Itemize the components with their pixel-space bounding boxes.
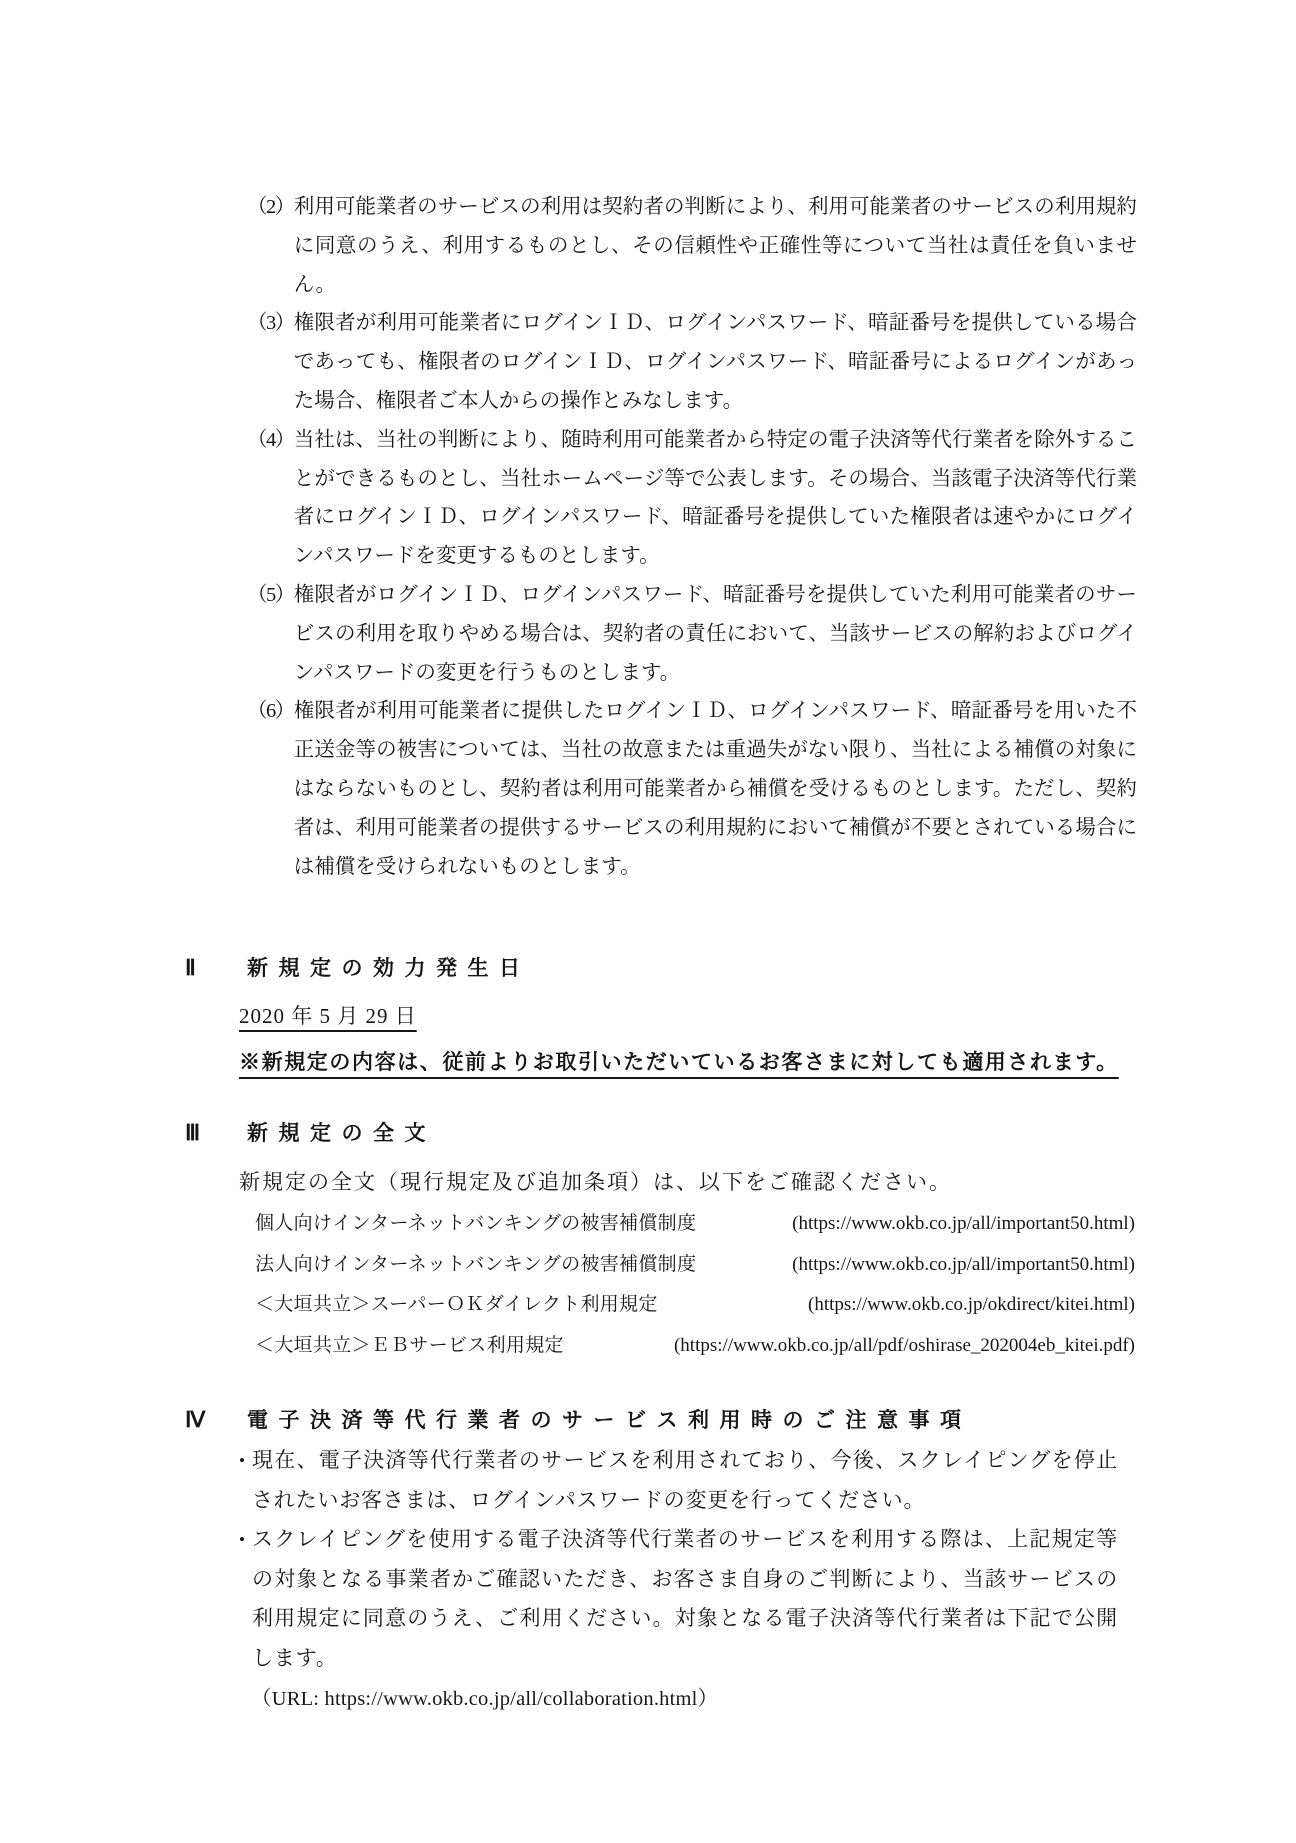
numbered-clause [247, 304, 1137, 420]
full-text-intro: 新規定の全文（現行規定及び追加条項）は、以下をご確認ください。 [239, 1170, 952, 1195]
bullet-icon: • [239, 1530, 245, 1550]
section-effective-date [185, 948, 1137, 1085]
section-numeral: Ⅳ [185, 1407, 206, 1433]
regulation-name: ＜大垣共立＞スーパーＯＫダイレクト利用規定 [255, 1294, 658, 1316]
caution-bullet-list [239, 1441, 1137, 1678]
numbered-clause [247, 188, 1137, 304]
regulation-url: (https://www.okb.co.jp/all/important50.html) [792, 1253, 1135, 1275]
clause-number: （5） [247, 583, 294, 606]
numbered-clause [247, 421, 1137, 576]
clause-text: 権限者がログインＩＤ、ログインパスワード、暗証番号を提供していた利用可能業者のサービスの利用を取りやめる場合は、契約者の責任において、当該サービスの解約およびログインパスワードの変更を行うものとします。 [293, 583, 1137, 684]
bullet-icon: • [239, 1451, 245, 1471]
regulation-name: ＜大垣共立＞ＥＢサービス利用規定 [255, 1334, 564, 1356]
numbered-clause [247, 692, 1137, 886]
section-title: 電子決済等代行業者のサービス利用時のご注意事項 [247, 1409, 972, 1433]
section-title: 新規定の全文 [247, 1122, 436, 1146]
section-full-text [185, 1113, 1137, 1366]
section-heading [185, 1113, 1137, 1154]
bullet-text: 現在、電子決済等代行業者のサービスを利用されており、今後、スクレイピングを停止されたいお客さまは、ログインパスワードの変更を行ってください。 [252, 1448, 1118, 1512]
numbered-clause-list [247, 188, 1137, 886]
application-note: ※新規定の内容は、従前よりお取引いただいているお客さまに対しても適用されます。 [239, 1050, 1119, 1075]
regulation-url: (https://www.okb.co.jp/all/important50.html) [792, 1213, 1135, 1235]
bullet-text: スクレイピングを使用する電子決済等代行業者のサービスを利用する際は、上記規定等の対象となる事業者かご確認いただき、お客さま自身のご判断により、当該サービスの利用規定に同意のうえ、ご利用ください。対象となる電子決済等代行業者は下記で公開します。 [252, 1527, 1118, 1670]
regulation-link-row [255, 1326, 1135, 1367]
regulation-url: (https://www.okb.co.jp/all/pdf/oshirase_202004eb_kitei.pdf) [673, 1334, 1135, 1356]
section-body [239, 1441, 1137, 1718]
section-heading [185, 1400, 1137, 1441]
section-numeral: Ⅱ [185, 955, 196, 981]
caution-bullet [239, 1520, 1137, 1678]
regulation-link-row [255, 1285, 1135, 1326]
numbered-clause [247, 576, 1137, 692]
clause-text: 権限者が利用可能業者にログインＩＤ、ログインパスワード、暗証番号を提供している場合であっても、権限者のログインＩＤ、ログインパスワード、暗証番号によるログインがあった場合、権限者ご本人からの操作とみなします。 [293, 312, 1137, 412]
document-content [185, 188, 1137, 1718]
regulation-link-row [255, 1245, 1135, 1286]
clause-text: 権限者が利用可能業者に提供したログインＩＤ、ログインパスワード、暗証番号を用いた不正送金等の被害については、当社の故意または重過失がない限り、当社による補償の対象にはならないものとし、契約者は利用可能業者から補償を受けるものとします。ただし、契約者は、利用可能業者の提供するサービスの利用規約において補償が不要とされている場合には補償を受けられないものとします。 [293, 700, 1137, 878]
section-caution [185, 1400, 1137, 1718]
section-body [239, 993, 1137, 1085]
clause-number: （2） [247, 196, 294, 218]
regulation-url: (https://www.okb.co.jp/okdirect/kitei.html) [808, 1294, 1135, 1316]
caution-bullet [239, 1441, 1137, 1520]
section-title: 新規定の効力発生日 [247, 957, 531, 981]
clause-text: 当社は、当社の判断により、随時利用可能業者から特定の電子決済等代行業者を除外することができるものとし、当社ホームページ等で公表します。その場合、当該電子決済等代行業者にログインＩＤ、ログインパスワード、暗証番号を提供していた権限者は速やかにログインパスワードを変更するものとします。 [293, 428, 1137, 568]
regulation-link-list [255, 1204, 1135, 1366]
clause-number: （3） [247, 312, 294, 335]
section-numeral: Ⅲ [185, 1120, 201, 1146]
regulation-link-row [255, 1204, 1135, 1245]
clause-number: （6） [247, 700, 294, 723]
clause-text: 利用可能業者のサービスの利用は契約者の判断により、利用可能業者のサービスの利用規約に同意のうえ、利用するものとし、その信頼性や正確性等について当社は責任を負いません。 [293, 196, 1137, 296]
clause-number: （4） [247, 428, 294, 451]
effective-date-text: 2020 年 5 月 29 日 [239, 1004, 417, 1029]
collaboration-url-note: （URL: https://www.okb.co.jp/all/collaboration.html） [251, 1688, 719, 1711]
regulation-name: 個人向けインターネットバンキングの被害補償制度 [255, 1213, 697, 1235]
regulation-name: 法人向けインターネットバンキングの被害補償制度 [255, 1253, 697, 1275]
section-heading [185, 948, 1137, 989]
